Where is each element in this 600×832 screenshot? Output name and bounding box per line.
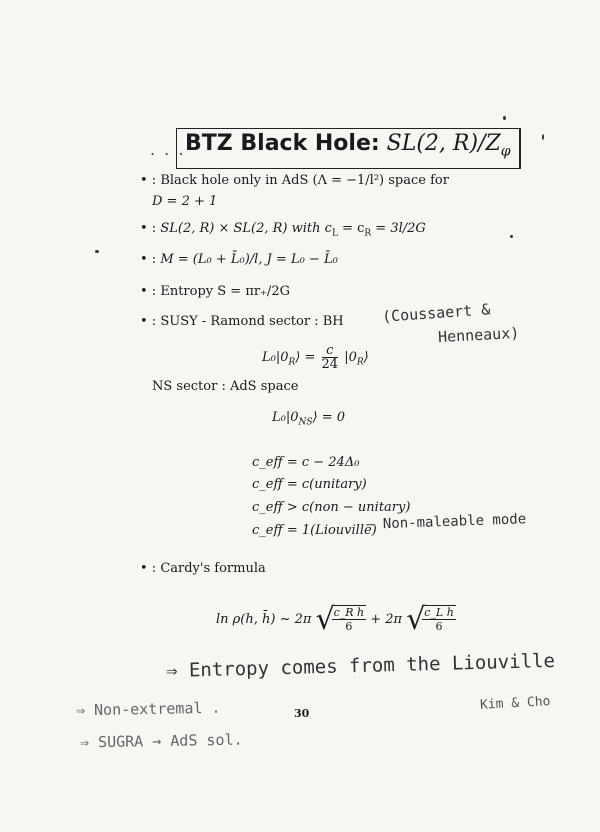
scan-speck bbox=[510, 235, 513, 238]
ns-eq-lhs: L₀|0 bbox=[272, 410, 299, 425]
cardy-plus: + 2π bbox=[370, 612, 403, 627]
cl-sub: L bbox=[331, 228, 338, 239]
handwritten-nm: – Non-maleable mode bbox=[365, 511, 527, 533]
bullet-marker: • : bbox=[140, 561, 157, 576]
ceff-line-2: c_eff = c(unitary) bbox=[252, 477, 367, 492]
bullet-text: Cardy's formula bbox=[160, 561, 266, 576]
ramond-frac-den: 24 bbox=[321, 357, 339, 372]
cardy-frac-2-num: c_L h̄ bbox=[424, 606, 454, 619]
ceff-line-4: c_eff = 1(Liouville) bbox=[252, 523, 377, 538]
bullet-text: SUSY - Ramond sector : BH bbox=[160, 314, 344, 329]
ramond-lhs-sub: R bbox=[288, 357, 296, 368]
page-number: 30 bbox=[294, 707, 310, 720]
ns-equation bbox=[272, 410, 345, 431]
cr-sub: R bbox=[364, 228, 372, 239]
scan-speck bbox=[542, 134, 544, 140]
page-title bbox=[176, 128, 521, 169]
bullet-text: M = (L₀ + L̄₀)/l, J = L₀ − L̄₀ bbox=[160, 252, 338, 267]
handwritten-sugra: ⇒ SUGRA → AdS sol. bbox=[79, 730, 243, 752]
ceff-line-1: c_eff = c − 24Δ₀ bbox=[252, 455, 360, 470]
cardy-sqrt-2 bbox=[406, 602, 456, 637]
title-math-sub: φ bbox=[500, 143, 511, 160]
bullet-marker: • : bbox=[140, 221, 157, 236]
bullet-marker: • : bbox=[140, 252, 157, 267]
ns-eq-sub: NS bbox=[298, 417, 313, 428]
cardy-frac-1 bbox=[332, 605, 367, 633]
bullet-black-hole bbox=[140, 173, 449, 189]
bullet-marker: • : bbox=[140, 173, 157, 188]
ramond-fraction bbox=[322, 344, 339, 371]
cardy-frac-1-den: 6 bbox=[345, 620, 353, 633]
bullet-text-eq: = c bbox=[337, 221, 365, 236]
scan-speck bbox=[503, 116, 506, 120]
bullet-susy bbox=[140, 314, 344, 330]
bullet-text: Black hole only in AdS (Λ = −1/l²) space for bbox=[160, 173, 449, 188]
ramond-lhs: L₀|0 bbox=[262, 350, 289, 365]
cardy-frac-2-den: 6 bbox=[435, 620, 443, 633]
handwritten-entropy-note: ⇒ Entropy comes from the Liouville bbox=[165, 649, 556, 683]
handwritten-ref1: (Coussaert & bbox=[381, 300, 491, 326]
handwritten-nonextremal: ⇒ Non-extremal . bbox=[75, 698, 221, 720]
bullet-entropy bbox=[140, 284, 290, 300]
ramond-rhs-sub: R bbox=[356, 357, 364, 368]
ceff-line-3: c_eff > c(non − unitary) bbox=[252, 500, 411, 515]
cardy-frac-1-num: c_R h bbox=[333, 606, 365, 619]
bullet-text: Entropy S = πr₊/2G bbox=[160, 284, 290, 299]
title-plain: BTZ Black Hole: bbox=[185, 131, 380, 156]
bullet-marker: • : bbox=[140, 284, 157, 299]
bullet-cardy bbox=[140, 561, 266, 577]
ramond-frac-num: c bbox=[322, 344, 339, 358]
ramond-rhs-end: ⟩ bbox=[363, 350, 369, 365]
ns-eq-end: ⟩ = 0 bbox=[312, 410, 346, 425]
cardy-sqrt-1 bbox=[315, 602, 367, 637]
ramond-equation bbox=[262, 344, 369, 371]
cardy-frac-2 bbox=[422, 605, 456, 633]
title-math: SL(2, R)/Z bbox=[386, 131, 501, 156]
bullet-marker: • : bbox=[140, 314, 157, 329]
bullet-text-end: = 3l/2G bbox=[371, 221, 426, 236]
cardy-formula bbox=[216, 602, 456, 639]
bullet-mass bbox=[140, 252, 338, 268]
title-leader-dots: . . . bbox=[150, 140, 186, 159]
handwritten-ref2: Henneaux) bbox=[437, 323, 520, 347]
ns-sector-label: NS sector : AdS space bbox=[152, 379, 299, 394]
sqrt-sign-2: √ bbox=[406, 602, 426, 637]
ramond-rhs: |0 bbox=[344, 350, 357, 365]
sqrt-sign-1: √ bbox=[315, 602, 335, 637]
handwritten-author: Kim & Cho bbox=[479, 694, 551, 713]
cardy-lhs: ln ρ(h, h̄) ~ 2π bbox=[216, 612, 312, 627]
bullet-black-hole-line2: D = 2 + 1 bbox=[152, 194, 218, 209]
bullet-sl2r bbox=[140, 221, 426, 242]
ramond-lhs-end: ⟩ = bbox=[295, 350, 316, 365]
bullet-text: SL(2, R) × SL(2, R) with c bbox=[160, 221, 332, 236]
scan-speck bbox=[95, 250, 99, 253]
